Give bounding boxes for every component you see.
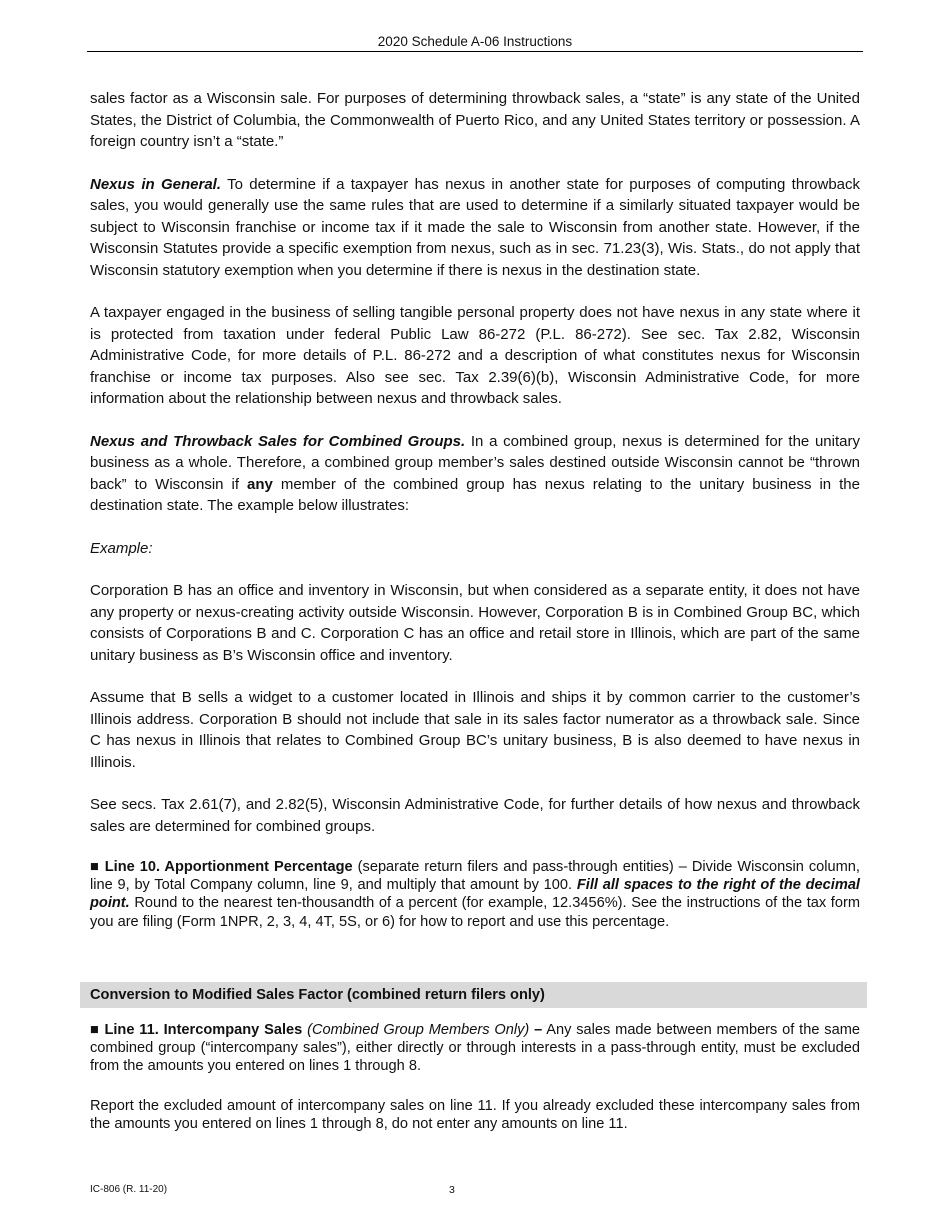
- combined-groups-heading: Nexus and Throwback Sales for Combined Groups.: [90, 432, 466, 450]
- footer-form-id: IC-806 (R. 11-20): [90, 1184, 168, 1195]
- line-10-bullet: ■: [90, 859, 100, 875]
- nexus-in-general-heading: Nexus in General.: [90, 175, 222, 193]
- paragraph-example-widget: Assume that B sells a widget to a customer located in Illinois and ships it by common carrier to the customer’s Illinois address. Corporation B should not include that sale in its sales factor numerator as a throwback sale. Since C has nexus in Illinois that relates to Combined Group BC’s unitary business, B is also deemed to have nexus in Illinois.: [90, 689, 860, 771]
- nexus-in-general-text: To determine if a taxpayer has nexus in another state for purposes of computing throwback sales, you would generally use the same rules that are used to determine if a similarly situated taxpayer would be subject to Wisconsin franchise or income tax if it made the sale to Wisconsin from another state. However, if the Wisconsin Statutes provide a specific exemption from nexus, such as in sec. 71.23(3), Wis. Stats., do not apply that Wisconsin statutory exemption when you determine if there is nexus in the destination state.: [90, 175, 861, 279]
- page-header: [87, 33, 863, 52]
- paragraph-nexus-in-general: [90, 174, 860, 282]
- line-11-bullet: ■: [90, 1022, 100, 1038]
- header-title: 2020 Schedule A-06 Instructions: [377, 34, 573, 49]
- combined-groups-text-b: member of the combined group has nexus relating to the unitary business in the destination state. The example below illustrates:: [90, 475, 860, 514]
- paragraph-report-excluded: Report the excluded amount of intercompany sales on line 11. If you already excluded these intercompany sales from the amounts you entered on lines 1 through 8, do not enter any amounts on line 11.: [90, 1097, 860, 1132]
- line-10-text-a: (separate return filers and pass-through entities) – Divide Wisconsin column, line 9, by Total Company column, line 9, and multiply that amount by 100.: [90, 859, 860, 894]
- footer-page-number: 3: [449, 1184, 455, 1196]
- line-10-emphasis: Fill all spaces to the right of the decimal point.: [90, 877, 860, 912]
- paragraph-line-10: [90, 858, 860, 931]
- line-11-dash: –: [529, 1022, 543, 1038]
- line-10-heading: Line 10. Apportionment Percentage: [99, 859, 353, 875]
- main-content: [90, 88, 860, 931]
- paragraph-example-corporation-b: Corporation B has an office and inventory in Wisconsin, but when considered as a separate entity, it does not have any property or nexus-creating activity outside Wisconsin. However, Corporation B is in Combined Group BC, which consists of Corporations B and C. Corporation C has an office and retail store in Illinois, which are part of the same unitary business as B’s Wisconsin office and inventory.: [90, 582, 860, 664]
- paragraph-combined-groups: [90, 431, 860, 517]
- section-header-modified-sales-factor: [80, 982, 867, 1008]
- combined-groups-emphasis: any: [247, 475, 273, 493]
- paragraph-line-11: [90, 1021, 860, 1076]
- combined-groups-text-a: In a combined group, nexus is determined for the unitary business as a whole. Therefore, a combined group member’s sales destined outside Wisconsin cannot be “thrown back” to Wisconsin if: [90, 432, 860, 493]
- line-10-text-b: Round to the nearest ten-thousandth of a percent (for example, 12.3456%). See the instructions of the tax form you are filing (Form 1NPR, 2, 3, 4, 4T, 5S, or 6) for how to report and use this percentage.: [90, 895, 860, 930]
- paragraph-state-definition: sales factor as a Wisconsin sale. For purposes of determining throwback sales, a “state” is any state of the United States, the District of Columbia, the Commonwealth of Puerto Rico, and any United States territory or possession. A foreign country isn’t a “state.”: [90, 90, 860, 150]
- line-11-text: Any sales made between members of the same combined group (“intercompany sales”), either directly or through interests in a pass-through entity, must be excluded from the amounts you entered on lines 1 through 8.: [90, 1022, 860, 1075]
- line-11-qualifier: (Combined Group Members Only): [302, 1022, 530, 1038]
- line-11-heading: Line 11. Intercompany Sales: [99, 1022, 303, 1038]
- paragraph-public-law: A taxpayer engaged in the business of selling tangible personal property does not have nexus in any state where it is protected from taxation under federal Public Law 86-272 (P.L. 86-272). See sec. Tax 2.82, Wisconsin Administrative Code, for more details of P.L. 86-272 and a description of what constitutes nexus for Wisconsin franchise or income tax purposes. Also see sec. Tax 2.39(6)(b), Wisconsin Administrative Code, for more information about the relationship between nexus and throwback sales.: [90, 304, 860, 407]
- paragraph-see-secs: See secs. Tax 2.61(7), and 2.82(5), Wisconsin Administrative Code, for further details of how nexus and throwback sales are determined for combined groups.: [90, 796, 860, 835]
- example-label: Example:: [90, 539, 153, 557]
- section-title: Conversion to Modified Sales Factor (combined return filers only): [90, 987, 545, 1003]
- section-content: [90, 1021, 860, 1133]
